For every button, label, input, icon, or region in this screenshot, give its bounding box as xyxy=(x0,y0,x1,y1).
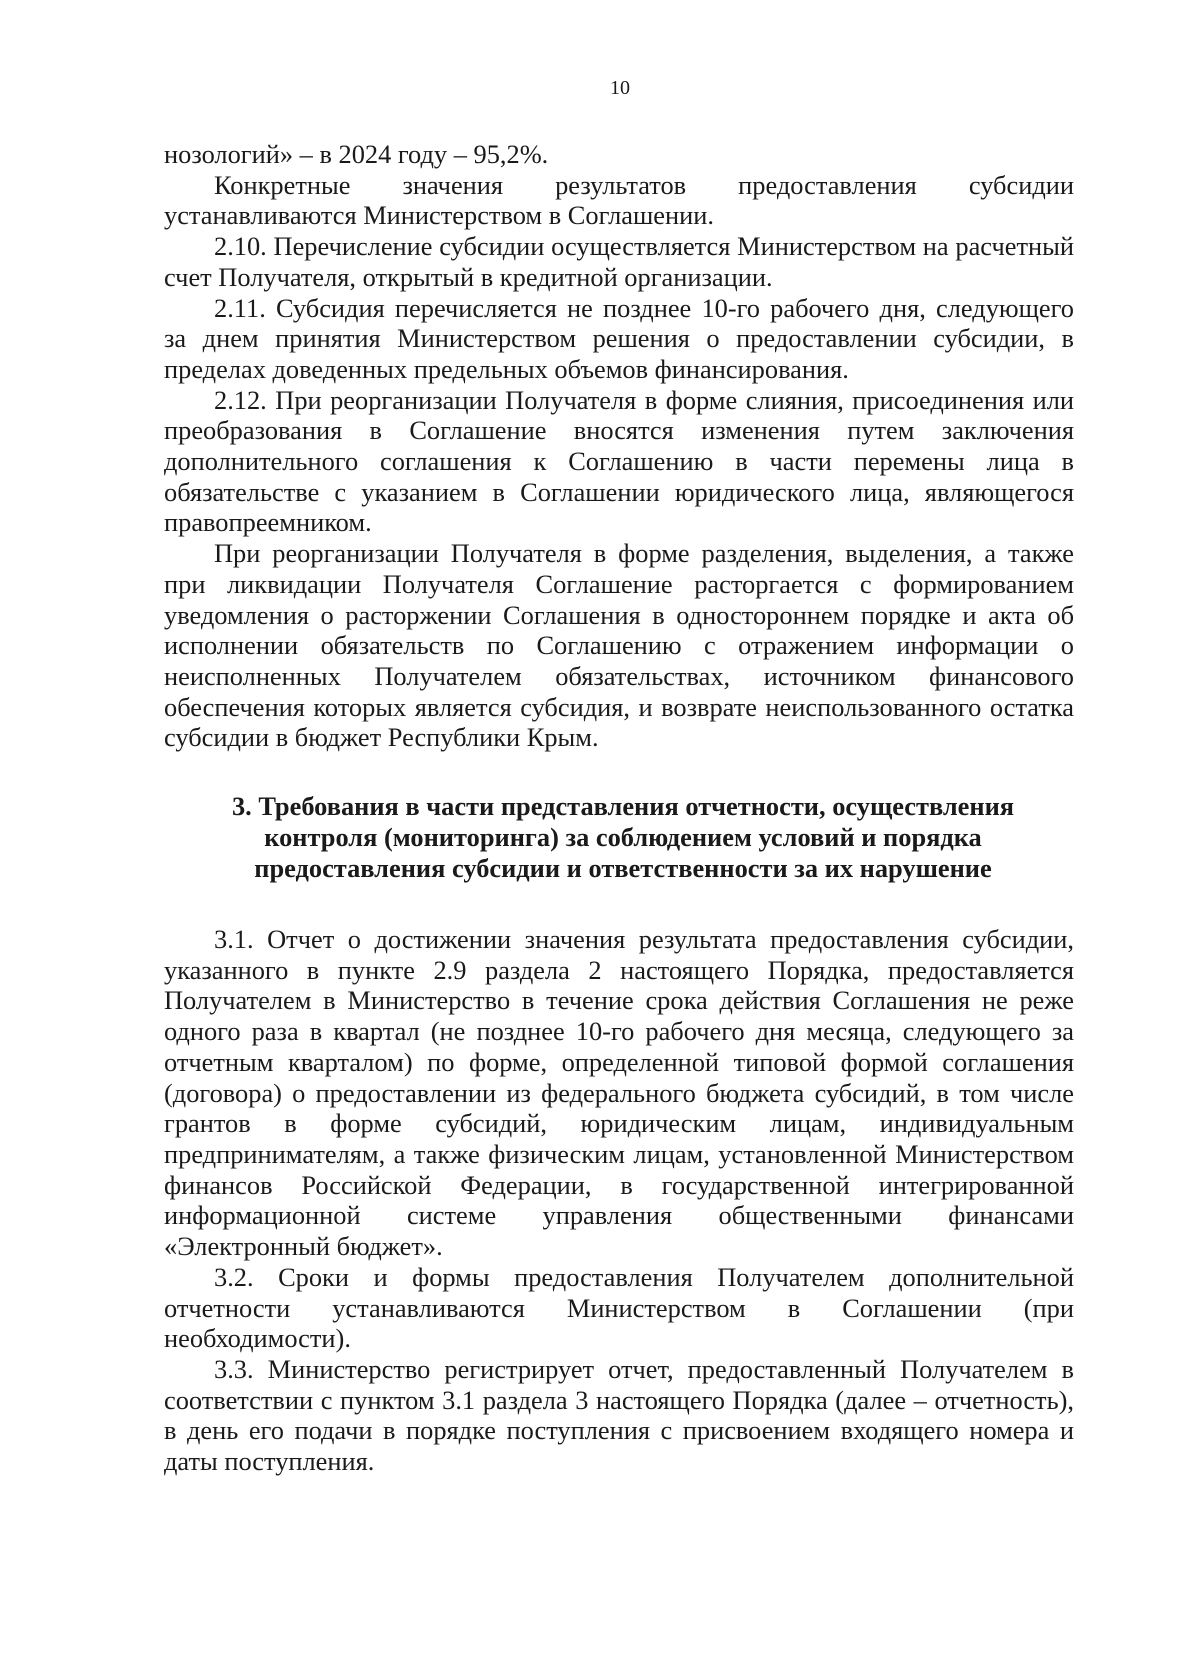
paragraph: 3.1. Отчет о достижении значения результата предоставления субсидии, указанного в пункте 2.9 раздела 2 настоящего Порядка, предоставляется Получателем в Министерство в течение срока действия Соглашения не реже одного раза в квартал (не позднее 10-го рабочего дня месяца, следующего за отчетным кварталом) по форме, определенной типовой формой соглашения (договора) о предоставлении из федерального бюджета субсидий, в том числе грантов в форме субсидий, юридическим лицам, индивидуальным предпринимателям, а также физическим лицам, установленной Министерством финансов Российской Федерации, в государственной интегрированной информационной системе управления общественными финансами «Электронный бюджет». xyxy=(164,924,1074,1262)
paragraphs-after xyxy=(164,924,1074,1477)
paragraph: 3.3. Министерство регистрирует отчет, предоставленный Получателем в соответствии с пунктом 3.1 раздела 3 настоящего Порядка (далее – отчетность), в день его подачи в порядке поступления с присвоением входящего номера и даты поступления. xyxy=(164,1353,1074,1477)
paragraph: При реорганизации Получателя в форме разделения, выделения, а также при ликвидации Получателя Соглашение расторгается с формированием уведомления о расторжении Соглашения в одностороннем порядке и акта об исполнении обязательств по Соглашению с отражением информации о неисполненных Получателем обязательствах, источником финансового обеспечения которых является субсидия, и возврате неиспользованного остатка субсидии в бюджет Республики Крым. xyxy=(164,538,1074,753)
paragraph: 2.11. Субсидия перечисляется не позднее 10-го рабочего дня, следующего за днем принятия Министерством решения о предоставлении субсидии, в пределах доведенных предельных объемов финансирования. xyxy=(164,292,1074,384)
section-heading-line: предоставления субсидии и ответственности за их нарушение xyxy=(254,853,992,884)
section-heading-line: 3. Требования в части представления отчетности, осуществления xyxy=(231,791,1015,822)
paragraph: 2.12. При реорганизации Получателя в форме слияния, присоединения или преобразования в Соглашение вносятся изменения путем заключения дополнительного соглашения к Соглашению в части перемены лица в обязательстве с указанием в Соглашении юридического лица, являющегося правопреемником. xyxy=(164,384,1074,538)
paragraph: Конкретные значения результатов предоставления субсидии устанавливаются Министерством в Соглашении. xyxy=(164,169,1074,231)
paragraph: 2.10. Перечисление субсидии осуществляется Министерством на расчетный счет Получателя, открытый в кредитной организации. xyxy=(164,231,1074,292)
document-body xyxy=(164,139,1074,1477)
paragraph: нозологий» – в 2024 году – 95,2%. xyxy=(164,139,549,169)
paragraph: 3.2. Сроки и формы предоставления Получателем дополнительной отчетности устанавливаются Министерством в Соглашении (при необходимости). xyxy=(164,1261,1074,1354)
section-heading-line: контроля (мониторинга) за соблюдением условий и порядка xyxy=(264,822,982,853)
page-number: 10 xyxy=(610,77,630,99)
paragraphs-before xyxy=(164,139,1074,753)
section-heading xyxy=(164,791,1074,884)
